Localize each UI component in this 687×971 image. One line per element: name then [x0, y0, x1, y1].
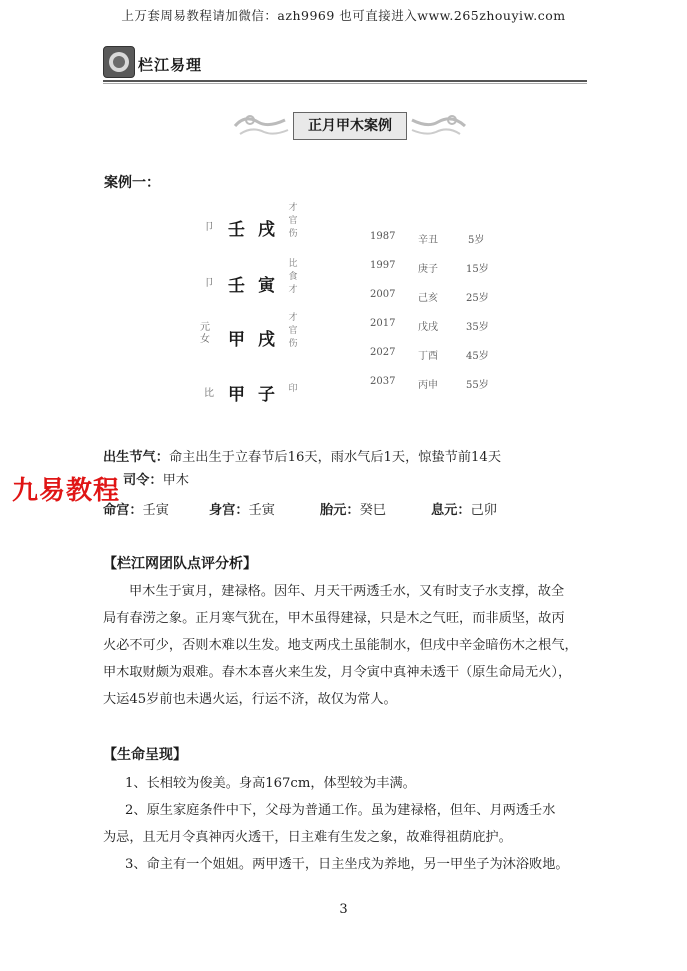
- month-branch: 寅: [258, 276, 275, 296]
- stem-god-1: 卩: [204, 222, 214, 233]
- xiyuan: 息元：己卯: [431, 503, 497, 518]
- right-cloud-ornament-icon: [410, 108, 470, 142]
- case-title: 案例一：: [104, 175, 160, 191]
- year-stem: 壬: [228, 220, 245, 240]
- left-cloud-ornament-icon: [230, 108, 290, 142]
- header-divider: [103, 80, 587, 82]
- hour-hidden-stems: 印: [288, 384, 298, 394]
- life-title: 【生命呈现】: [103, 747, 187, 763]
- header-divider-thin: [103, 83, 587, 84]
- dayun-year-5: 2027: [370, 347, 396, 358]
- hour-stem: 甲: [228, 385, 245, 405]
- analysis-title: 【栏江网团队点评分析】: [103, 556, 257, 572]
- siling: [123, 467, 189, 494]
- birth-text: 命主出生于立春节后16天，雨水气后1天，惊蛰节前14天: [168, 450, 502, 465]
- dayun-year-2: 1997: [370, 260, 396, 271]
- dayun-gz-6: 丙申: [418, 380, 438, 391]
- month-hidden-stems: 比 食 才: [288, 259, 298, 295]
- day-branch: 戌: [258, 330, 275, 350]
- dayun-year-6: 2037: [370, 376, 396, 387]
- brand-name: 栏江易理: [138, 56, 203, 74]
- hour-branch: 子: [258, 385, 275, 405]
- shengong: 身宫：壬寅: [209, 503, 275, 518]
- dayun-age-2: 15岁: [466, 264, 489, 275]
- dayun-gz-5: 丁酉: [418, 351, 438, 362]
- month-stem: 壬: [228, 276, 245, 296]
- brand-logo-icon: [103, 46, 135, 78]
- analysis-body: 甲木生于寅月，建禄格。因年、月天干两透壬水，又有时支子水支撑，故全 局有春涝之象。正月寒气犹在，甲木虽得建禄，只是木之气旺，而非质坚，故丙 火必不可少，否则木难以生发。地支两戌土虽能制水，但戌中辛金暗伤木之根气， 甲木取财颇为艰难。春木本喜火来生发，月令寅中真神未透干（原生命局无火）， 大运45岁前也未遇火运，行运不济，故仅为常人。: [103, 584, 578, 707]
- dayun-gz-4: 戊戌: [418, 322, 438, 333]
- banner-title: 正月甲木案例: [293, 112, 407, 140]
- dayun-year-3: 2007: [370, 289, 396, 300]
- dayun-age-4: 35岁: [466, 322, 489, 333]
- dayun-age-3: 25岁: [466, 293, 489, 304]
- day-hidden-stems: 才 官 伤: [288, 313, 298, 349]
- taiyuan: 胎元：癸巳: [320, 503, 386, 518]
- siling-label: 司令：: [123, 473, 163, 488]
- watermark: 九易教程: [12, 476, 121, 506]
- dayun-year-1: 1987: [370, 231, 396, 242]
- minggong: 命宫：壬寅: [103, 503, 169, 518]
- dayun-gz-2: 庚子: [418, 264, 438, 275]
- stem-god-2: 卩: [204, 278, 214, 289]
- dayun-gz-1: 辛丑: [418, 235, 438, 246]
- siling-text: 甲木: [162, 473, 189, 488]
- stem-god-3: 元女: [200, 322, 210, 345]
- year-hidden-stems: 才 官 伤: [288, 203, 298, 239]
- stem-god-4: 比: [204, 388, 214, 399]
- dayun-year-4: 2017: [370, 318, 396, 329]
- dayun-age-1: 5岁: [468, 235, 485, 246]
- dayun-age-5: 45岁: [466, 351, 489, 362]
- birth-label: 出生节气：: [103, 450, 169, 465]
- day-stem: 甲: [228, 330, 245, 350]
- dayun-age-6: 55岁: [466, 380, 489, 391]
- page-number: 3: [339, 902, 348, 917]
- top-notice: 上万套周易教程请加微信：azh9969 也可直接进入www.265zhouyiw.com: [121, 8, 566, 23]
- life-body: 1、长相较为俊美。身高167cm，体型较为丰满。 2、原生家庭条件中下，父母为普通工作。虽为建禄格，但年、月两透壬水 为忌，且无月令真神丙火透干，日主难有生发之象，故难得祖荫庇护。 3、命主有一个姐姐。两甲透干，日主坐戌为养地，另一甲坐子为沐浴败地。: [103, 776, 569, 872]
- year-branch: 戌: [258, 220, 275, 240]
- dayun-gz-3: 己亥: [418, 293, 438, 304]
